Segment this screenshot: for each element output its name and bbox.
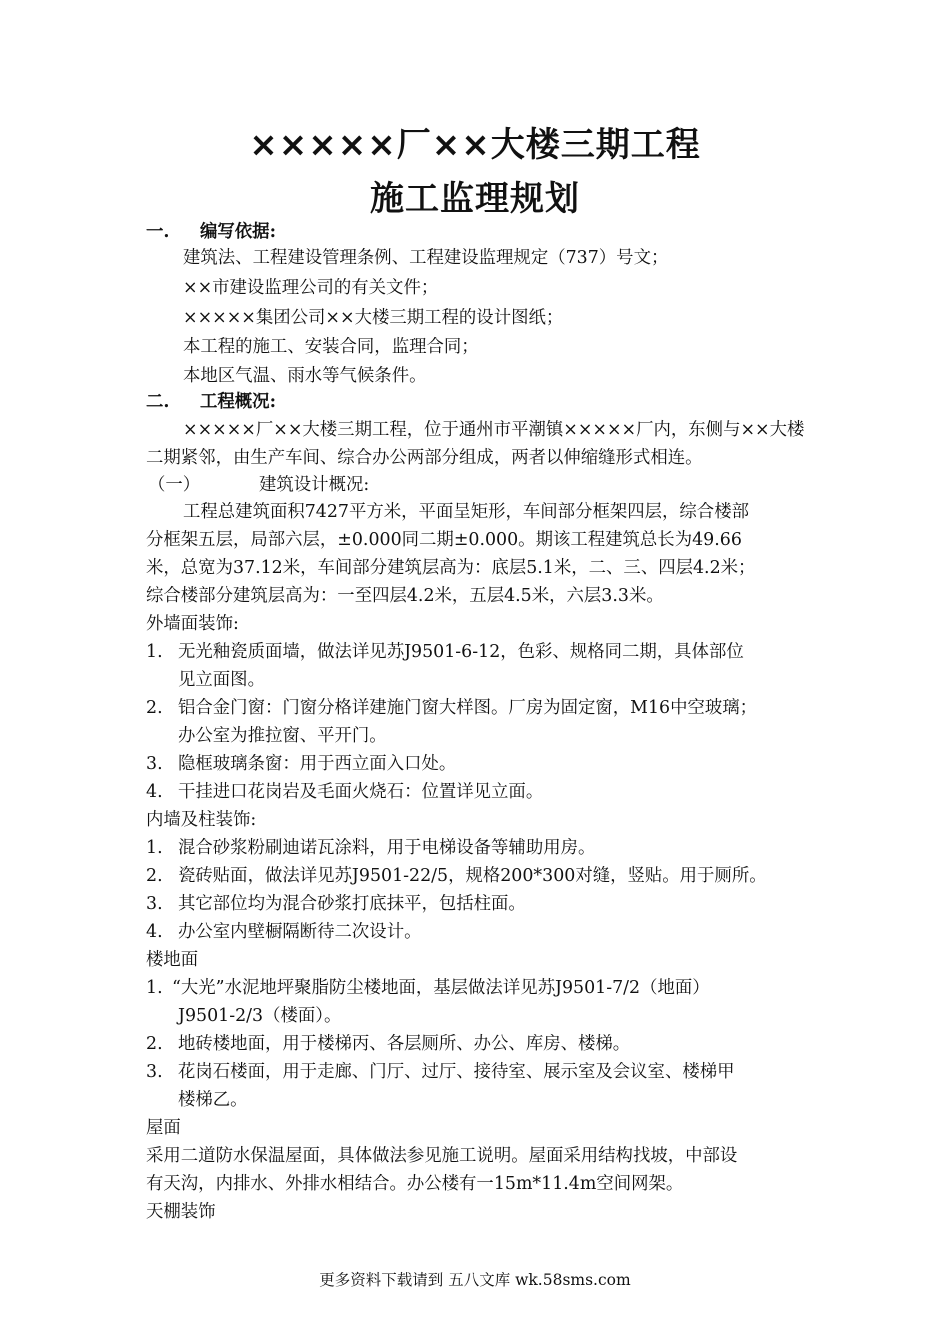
section-title: 编写依据: xyxy=(200,222,276,242)
paragraph-line: 米，总宽为37.12米，车间部分建筑层高为：底层5.1米，二、三、四层4.2米； xyxy=(146,558,756,578)
list-text: J9501-2/3（楼面）。 xyxy=(178,1006,342,1026)
list-text: 其它部位均为混合砂浆打底抹平，包括柱面。 xyxy=(178,894,526,914)
category-heading: 楼地面 xyxy=(146,950,199,970)
basis-item: 建筑法、工程建设管理条例、工程建设监理规定（737）号文； xyxy=(183,248,669,268)
list-text: 办公室内壁橱隔断待二次设计。 xyxy=(178,922,422,942)
list-number: 3. xyxy=(146,754,163,774)
category-heading: 内墙及柱装饰: xyxy=(146,810,257,830)
list-number: 1. xyxy=(146,642,163,662)
footer-link[interactable]: 更多资料下载请到 五八文库 wk.58sms.com xyxy=(319,1271,631,1289)
list-text: 办公室为推拉窗、平开门。 xyxy=(178,726,387,746)
basis-item: 本地区气温、雨水等气候条件。 xyxy=(183,366,427,386)
basis-item: 本工程的施工、安装合同，监理合同； xyxy=(183,337,479,357)
list-number: 2. xyxy=(146,866,163,886)
list-text: 干挂进口花岗岩及毛面火烧石：位置详见立面。 xyxy=(178,782,544,802)
list-number: 1. xyxy=(146,978,163,998)
document-title: ×××××厂××大楼三期工程 xyxy=(249,125,701,165)
list-number: 1. xyxy=(146,838,163,858)
paragraph-line: 二期紧邻，由生产车间、综合办公两部分组成，两者以伸缩缝形式相连。 xyxy=(146,448,703,468)
category-heading: 屋面 xyxy=(146,1118,181,1138)
list-text: 瓷砖贴面，做法详见苏J9501-22/5，规格200*300对缝，竖贴。用于厕所。 xyxy=(178,866,767,886)
paragraph-line: 工程总建筑面积7427平方米，平面呈矩形，车间部分框架四层，综合楼部 xyxy=(183,502,749,522)
basis-item: ××市建设监理公司的有关文件； xyxy=(183,278,439,298)
list-text: “大光”水泥地坪聚脂防尘楼地面，基层做法详见苏J9501-7/2（地面） xyxy=(172,978,710,998)
paragraph-line: 有天沟，内排水、外排水相结合。办公楼有一15m*11.4m空间网架。 xyxy=(146,1174,684,1194)
list-text: 混合砂浆粉刷迪诺瓦涂料，用于电梯设备等辅助用房。 xyxy=(178,838,596,858)
list-number: 2. xyxy=(146,1034,163,1054)
list-number: 4. xyxy=(146,922,163,942)
list-number: 3. xyxy=(146,894,163,914)
list-number: 2. xyxy=(146,698,163,718)
subsection-title: 建筑设计概况: xyxy=(259,475,370,495)
list-number: 4. xyxy=(146,782,163,802)
list-number: 3. xyxy=(146,1062,163,1082)
paragraph-line: ×××××厂××大楼三期工程，位于通州市平潮镇×××××厂内，东侧与××大楼 xyxy=(183,420,805,440)
category-heading: 天棚装饰 xyxy=(146,1202,216,1222)
category-heading: 外墙面装饰: xyxy=(146,614,239,634)
list-text: 花岗石楼面，用于走廊、门厅、过厅、接待室、展示室及会议室、楼梯甲 xyxy=(178,1062,735,1082)
list-text: 隐框玻璃条窗：用于西立面入口处。 xyxy=(178,754,457,774)
document-subtitle: 施工监理规划 xyxy=(370,179,580,219)
paragraph-line: 综合楼部分建筑层高为：一至四层4.2米，五层4.5米，六层3.3米。 xyxy=(146,586,664,606)
paragraph-line: 采用二道防水保温屋面，具体做法参见施工说明。屋面采用结构找坡，中部设 xyxy=(146,1146,738,1166)
list-text: 见立面图。 xyxy=(178,670,265,690)
list-text: 铝合金门窗：门窗分格详建施门窗大样图。厂房为固定窗，M16中空玻璃； xyxy=(178,698,758,718)
subsection-number: （一） xyxy=(148,475,201,495)
section-number: 一. xyxy=(146,222,170,242)
section-number: 二. xyxy=(146,392,170,412)
paragraph-line: 分框架五层，局部六层，±0.000同二期±0.000。期该工程建筑总长为49.66 xyxy=(146,530,742,550)
list-text: 楼梯乙。 xyxy=(178,1090,248,1110)
list-text: 无光釉瓷质面墙，做法详见苏J9501-6-12，色彩、规格同二期，具体部位 xyxy=(178,642,744,662)
basis-item: ×××××集团公司××大楼三期工程的设计图纸； xyxy=(183,308,564,328)
section-title: 工程概况: xyxy=(200,392,276,412)
list-text: 地砖楼地面，用于楼梯丙、各层厕所、办公、库房、楼梯。 xyxy=(178,1034,631,1054)
